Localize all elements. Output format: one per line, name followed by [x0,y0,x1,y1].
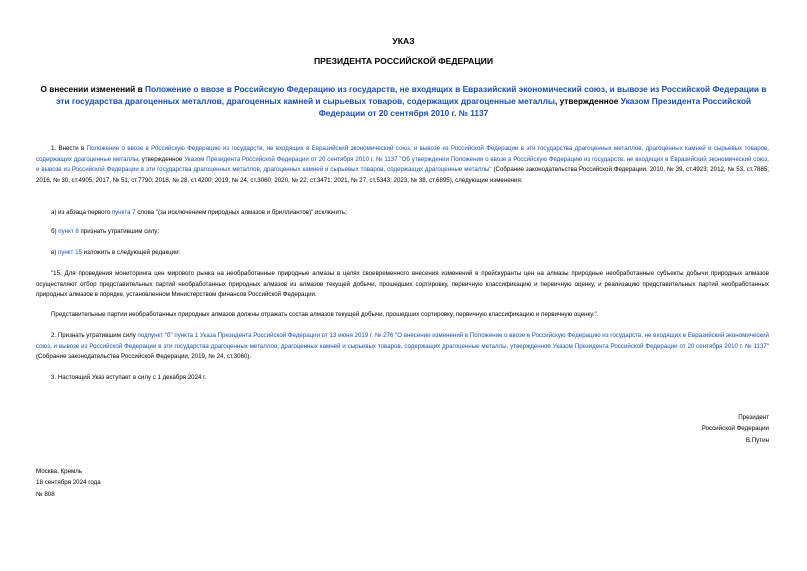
paragraph-1-link-decree[interactable]: Указом Президента Российской Федерации от 20 сентября 2010 г. № 1137 "Об утверждении Положения о ввозе в Российскую Федерацию из государств, не входящих в Евразийский экономический союз, и вывозе из Российской Федерации в эти государства драгоценных металлов, драгоценных камней и сырьевых товаров, содержащих драгоценные металлы" [36,155,769,174]
paragraph-1-text-b: , утвержденное [138,155,185,163]
item-b-text-a: б) [51,228,59,235]
item-b [36,227,769,238]
item-a-text-b: слова "(за исключением природных алмазов и бриллиантов)" исключить; [135,209,347,216]
item-a-text-a: а) из абзаца первого [51,209,112,216]
paragraph-1-link-regulation[interactable]: Положение о ввозе в Российскую Федерацию из государств, не входящих в Евразийский экономический союз, и вывозе из Российской Федерации в эти государства драгоценных металлов, драгоценных камней и сырьевых товаров, содержащих драгоценные металлы [36,145,770,163]
place-date-block [36,466,101,500]
title-prefix: О внесении изменений в [40,84,145,94]
item-a [36,208,769,219]
new-point-15-text: "15. Для проведения мониторинга цен мирового рынка на необработанные природные алмазы в целях своевременного внесения изменений в прейскуранты цен на алмазы природные необработанные субъекты добычи природных алмазов осуществляют отбор представительных партий необработанных природных алмазов из алмазов текущей добычи, прошедших сортировку, первичную классификацию и первичную оценку, и реализацию представительных партий необработанных природных алмазов в порядке, установленном Министерством финансов Российской Федерации. [36,270,769,299]
item-b-link[interactable]: пункт 8 [58,228,79,235]
paragraph-2 [36,331,769,363]
title-link-regulation[interactable]: Положение о ввозе в Российскую Федерацию из государств, не входящих в Евразийский экономический союз, и вывозе из Российской Федерации в эти государства драгоценных металлов, драгоценных камней и сырьевых товаров, содержащих драгоценные металлы [55,84,767,106]
paragraph-2-link[interactable]: подпункт "б" пункта 1 Указа Президента Российской Федерации от 13 июня 2019 г. № 276 "О внесении изменений в Положение о ввозе в Российскую Федерацию из государств, не входящих в Евразийский экономический союз, и вывозе из Российской Федерации в эти государства драгоценных металлов, драгоценных камней и сырьевых товаров, содержащих драгоценные металлы, утвержденное Указом Президента Российской Федерации от 20 сентября 2010 г. № 1137" [36,332,769,350]
paragraph-2-text-b: (Собрание законодательства Российской Федерации, 2019, № 24, ст.3060). [36,353,252,361]
item-v [36,248,769,259]
paragraph-1-text-c: (Собрание законодательства Российской Федерации, 2010, № 39, ст.4923; 2012, № 53, ст.7865; 2016, № 30, ст.4905; 2017, № 51, ст.7790; 2018, № 28, ст.4200; 2019, № 24, ст.3060; 2020, № 22, ст.3471; 2021, № 27, ст.5343; 2023, № 38, ст.6895), следующие изменения: [36,166,769,185]
doc-type-heading: УКАЗ [392,36,415,46]
issuer-heading: ПРЕЗИДЕНТА РОССИЙСКОЙ ФЕДЕРАЦИИ [313,56,494,66]
title-link-decree[interactable]: Указом Президента Российской Федерации от 20 сентября 2010 г. № 1137 [318,95,752,118]
paragraph-2-text-a: 2. Признать утратившим силу [51,332,138,339]
signature-name: В.Путин [745,436,769,444]
item-v-link[interactable]: пункт 15 [58,249,82,256]
signature-country: Российской Федерации [701,425,769,433]
place-of-signing: Москва, Кремль [36,468,83,475]
paragraph-1 [36,144,769,187]
item-a-link[interactable]: пункта 7 [111,209,136,216]
item-v-text-b: изложить в следующей редакции: [81,249,181,256]
decree-number: № 808 [36,490,55,498]
signing-date: 18 сентября 2024 года [36,479,101,487]
title-suffix: , утвержденное [554,95,621,106]
paragraph-3: 3. Настоящий Указ вступает в силу с 1 декабря 2024 г. [51,374,207,381]
item-v-text-a: в) [51,249,59,256]
document-title [36,84,771,119]
signature-block [702,412,769,446]
item-b-text-b: признать утратившим силу; [78,228,160,235]
signature-position: Президент [738,414,769,421]
paragraph-1-text-a: 1. Внести в [51,145,87,152]
new-point-15-text-2: Представительные партии необработанных природных алмазов должны отражать состав алмазов текущей добычи, прошедших сортировку, первичную классификацию и первичную оценку.". [51,311,599,318]
